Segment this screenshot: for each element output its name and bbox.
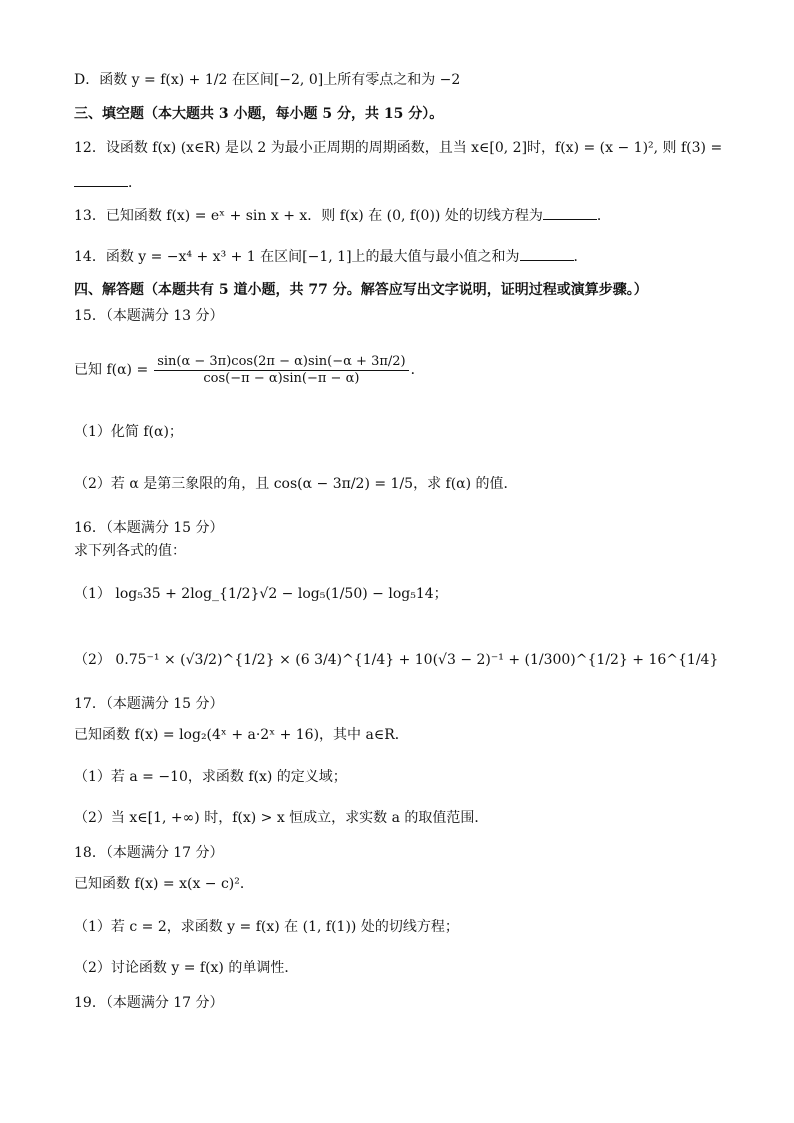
question-14-text: 14．函数 y = −x⁴ + x³ + 1 在区间[−1, 1]上的最大值与最小值之和为 (74, 249, 520, 265)
question-17-part-2: （2）当 x∈[1, +∞) 时，f(x) > x 恒成立，求实数 a 的取值范围． (74, 810, 489, 826)
question-18-title: 18．（本题满分 17 分） (74, 845, 224, 861)
fraction (154, 354, 408, 387)
answer-blank (520, 246, 574, 261)
fraction-numerator: sin(α − 3π)cos(2π − α)sin(−α + 3π/2) (154, 354, 408, 371)
question-17-part-1: （1）若 a = −10，求函数 f(x) 的定义域； (74, 769, 347, 785)
question-12: 12．设函数 f(x) (x∈R) 是以 2 为最小正周期的周期函数，且当 x∈[0, 2]时，f(x) = (x − 1)², 则 f(3) = (74, 140, 723, 156)
question-16-title: 16．（本题满分 15 分） (74, 520, 224, 536)
question-15-part-2: （2）若 α 是第三象限的角，且 cos(α − 3π/2) = 1/5，求 f(α) 的值． (74, 476, 518, 492)
question-14: 14．函数 y = −x⁴ + x³ + 1 在区间[−1, 1]上的最大值与最小值之和为 ． (74, 246, 588, 267)
question-16-part-2: （2） 0.75⁻¹ × (√3/2)^{1/2} × (6 3/4)^{1/4} + 10(√3 − 2)⁻¹ + (1/300)^{1/2} + 16^{1/4} (74, 652, 719, 668)
question-19-title: 19．（本题满分 17 分） (74, 995, 224, 1011)
fraction-denominator: cos(−π − α)sin(−π − α) (203, 370, 360, 386)
question-18-part-1: （1）若 c = 2，求函数 y = f(x) 在 (1, f(1)) 处的切线方程； (74, 919, 459, 935)
option-d: D．函数 y = f(x) + 1/2 在区间[−2, 0]上所有零点之和为 −2 (74, 72, 461, 88)
question-15-title: 15．（本题满分 13 分） (74, 308, 224, 324)
given-prefix: 已知 f(α) = (74, 362, 149, 378)
question-18-part-2: （2）讨论函数 y = f(x) 的单调性． (74, 960, 299, 976)
question-17-desc: 已知函数 f(x) = log₂(4ˣ + a·2ˣ + 16)，其中 a∈R． (74, 727, 409, 743)
section-4-heading: 四、解答题（本题共有 5 道小题，共 77 分。解答应写出文字说明，证明过程或演算步骤。） (74, 282, 648, 298)
question-17-title: 17．（本题满分 15 分） (74, 696, 224, 712)
question-16-part-1: （1） log₅35 + 2log_{1/2}√2 − log₅(1/50) − log₅14； (74, 586, 448, 602)
question-13: 13．已知函数 f(x) = eˣ + sin x + x．则 f(x) 在 (0, f(0)) 处的切线方程为 ． (74, 205, 611, 226)
question-12-answer-line (74, 172, 142, 193)
answer-blank (74, 172, 128, 187)
answer-blank (543, 205, 597, 220)
period: ． (128, 175, 142, 191)
question-13-text: 13．已知函数 f(x) = eˣ + sin x + x．则 f(x) 在 (0, f(0)) 处的切线方程为 (74, 208, 543, 224)
section-3-heading: 三、填空题（本大题共 3 小题，每小题 5 分，共 15 分）。 (74, 106, 444, 122)
question-16-desc: 求下列各式的值： (74, 543, 186, 559)
question-18-desc: 已知函数 f(x) = x(x − c)²． (74, 876, 254, 892)
question-15-part-1: （1）化简 f(α)； (74, 424, 183, 440)
question-15-given: 已知 f(α) = $\frac{\sin(\alpha - 3\pi)\cos(2\pi - \alpha)\sin(-\alpha + 3\pi/2)}{\cos(-\pi - \alpha)\sin(-\pi - \alpha)}$ ． (74, 353, 425, 386)
